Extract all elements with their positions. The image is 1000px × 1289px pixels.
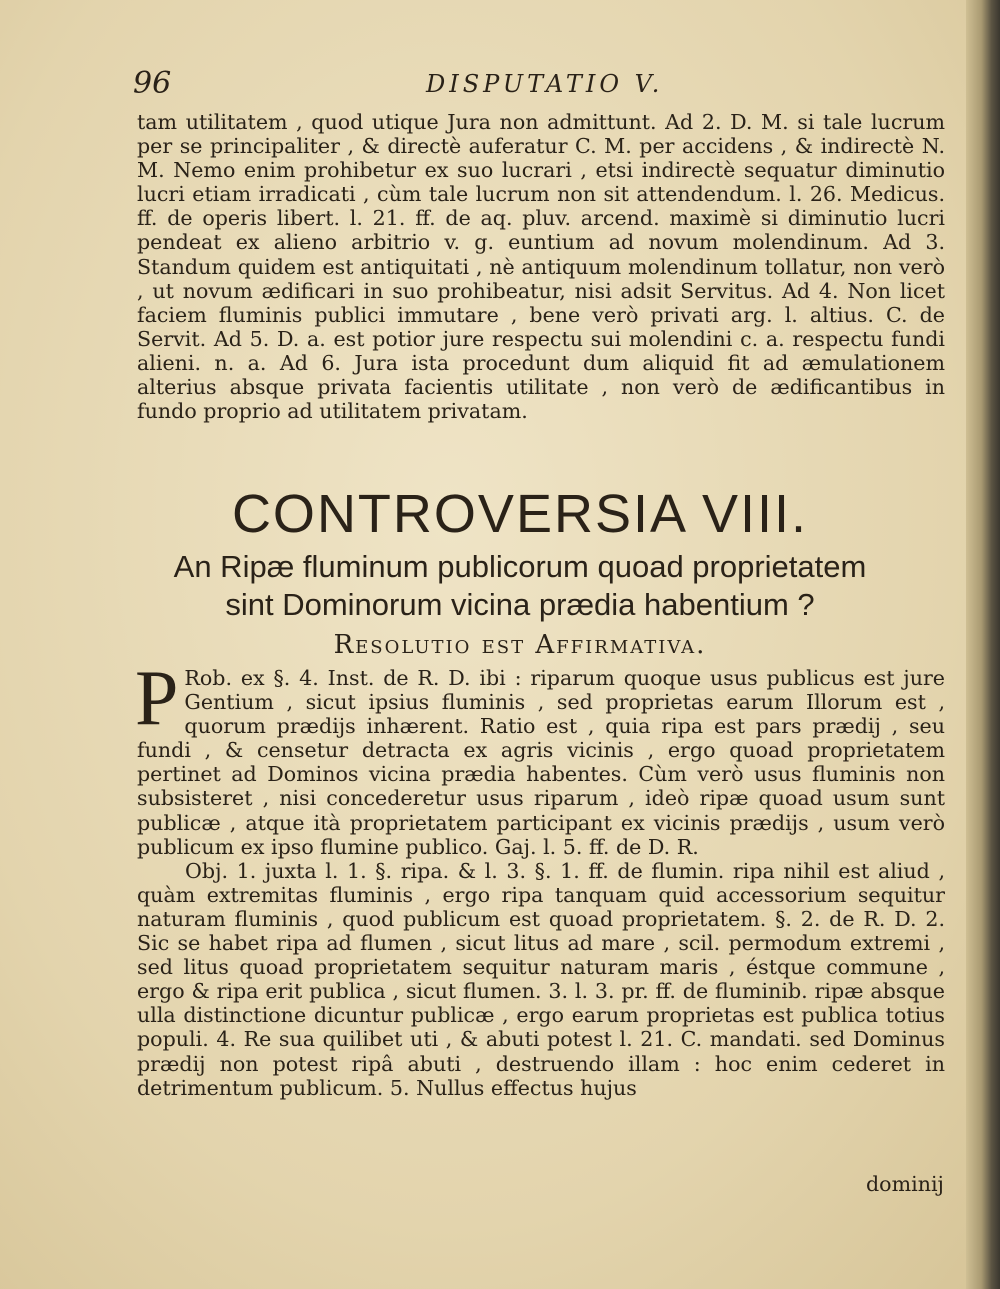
proof-text: Rob. ex §. 4. Inst. de R. D. ibi : riparum quoque usus publicus est jure Gentium , sicut ipsius fluminis , sed proprietas earum Illorum est , quorum prædijs inhærent. Ratio est , quia ripa est pars prædij , seu fundi , & censetur detracta ex agris vicinis , ergo quoad proprietatem pertinet ad Dominos vicina prædia habentes. Cùm verò usus fluminis non subsisteret , nisi concederetur usus riparum , ideò ripæ quoad usum sunt publicæ , atque ità proprietatem participant ex vicinis prædijs , usum verò publicum ex ipso flumine publico. Gaj. l. 5. ff. de D. R.	[137, 666, 945, 859]
drop-cap: P	[135, 654, 179, 741]
page-number: 96	[133, 66, 172, 101]
section-subtitle	[100, 548, 940, 624]
catchword: dominij	[866, 1172, 944, 1196]
resolution-text	[135, 654, 945, 1100]
section-title: CONTROVERSIA VIII.	[231, 484, 809, 544]
resolution-heading: Resolutio est Affirmativa.	[333, 630, 707, 660]
proof-paragraph	[135, 654, 945, 859]
subtitle-line-1: An Ripæ fluminum publicorum quoad proprietatem	[173, 549, 867, 584]
running-head: DISPUTATIO V.	[426, 70, 664, 98]
objections-paragraph: Obj. 1. juxta l. 1. §. ripa. & l. 3. §. 1. ff. de flumin. ripa nihil est aliud , quàm extremitas fluminis , ergo ripa tanquam quid accessorium sequitur naturam fluminis , quod publicum est quoad proprietatem. §. 2. de R. D. 2. Sic se habet ripa ad flumen , sicut litus ad mare , scil. permodum extremi , sed litus quoad proprietatem sequitur naturam maris , éstque commune , ergo & ripa erit publica , sicut flumen. 3. l. 3. pr. ff. de fluminib. ripæ absque ulla distinctione dicuntur publicæ , ergo earum proprietas est publica totius populi. 4. Re sua quilibet uti , & abuti potest l. 21. C. mandati. sed Dominus prædij non potest ripâ abuti , destruendo illam : hoc enim cederet in detrimentum publicum. 5. Nullus effectus hujus	[137, 858, 945, 1100]
book-binding-edge	[966, 0, 1000, 1289]
continuation-paragraph: tam utilitatem , quod utique Jura non admittunt. Ad 2. D. M. si tale lucrum per se principaliter , & directè auferatur C. M. per accidens , & indirectè N. M. Nemo enim prohibetur ex suo lucrari , etsi indirectè sequatur diminutio lucri etiam irradicati , cùm tale lucrum non sit attendendum. l. 26. Medicus. ff. de operis libert. l. 21. ff. de aq. pluv. arcend. maximè si diminutio lucri pendeat ex alieno arbitrio v. g. euntium ad novum molendinum. Ad 3. Standum quidem est antiquitati , nè antiquum molendinum tollatur, non verò , ut novum ædificari in suo prohibeatur, nisi adsit Servitus. Ad 4. Non licet faciem fluminis publici immutare , bene verò privati arg. l. altius. C. de Servit. Ad 5. D. a. est potior jure respectu sui molendini c. a. respectu fundi alieni. n. a. Ad 6. Jura ista procedunt dum aliquid fit ad æmulationem alterius absque privata facientis utilitate , non verò de ædificantibus in fundo proprio ad utilitatem privatam.	[137, 110, 945, 424]
subtitle-line-2: sint Dominorum vicina prædia habentium ?	[225, 587, 815, 622]
